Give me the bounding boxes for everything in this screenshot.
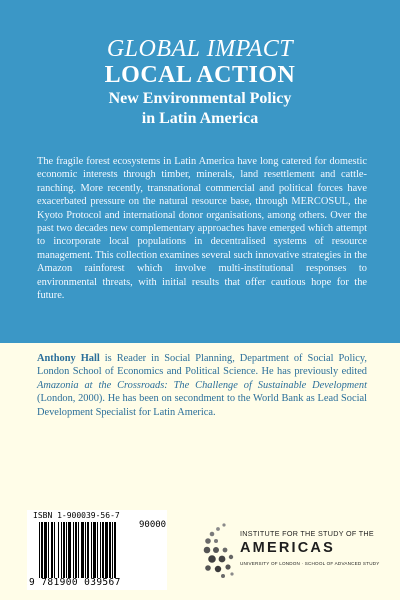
price-code: 90000 <box>139 520 167 530</box>
subtitle-line-1: New Environmental Policy <box>108 90 292 107</box>
description-paragraph: The fragile forest ecosystems in Latin America have long catered for domestic economic interests through timber, minerals, land resettlement and cattle-ranching. More recently, transnational commercial and political forces have exacerbated pressure on the natural resource base, through MERCOSUL, the Kyoto Protocol and international donor organisations, among others. Over the past two decades new complementary approaches have emerged which attempt to incorporate local populations in decentralised systems of resource management. This collection examines several such innovative strategies in the Amazon rainforest which involve multi-institutional responses to environmental threats, with initial results that offer cautious hope for the future. <box>37 156 367 302</box>
barcode-bars <box>39 522 135 578</box>
publisher-line-1: INSTITUTE FOR THE STUDY OF THE <box>240 529 374 538</box>
isbn-label: ISBN 1-900039-56-7 <box>33 511 120 520</box>
book-title: Amazonia at the Crossroads: The Challenge of Sustainable Development <box>37 379 367 391</box>
bio-text-1: is Reader in Social Planning, Department of Social Policy, London School of Economics and Political Science. He has previously edited <box>37 353 367 378</box>
title-block <box>0 36 400 129</box>
dot-cluster-icon <box>198 517 238 581</box>
author-bio <box>37 352 367 419</box>
author-name: Anthony Hall <box>37 353 100 364</box>
title-line-1: GLOBAL IMPACT <box>106 36 294 62</box>
subtitle-line-2: in Latin America <box>141 110 259 127</box>
title-line-2: LOCAL ACTION <box>104 62 296 88</box>
barcode-block <box>27 510 167 590</box>
publisher-line-3: UNIVERSITY OF LONDON · SCHOOL OF ADVANCED STUDY <box>240 561 380 566</box>
publisher-logo <box>198 517 388 585</box>
publisher-name: AMERICAS <box>240 540 335 556</box>
barcode-number: 9 781900 039567 <box>29 577 121 588</box>
bio-text-2: (London, 2000). He has been on secondment to the World Bank as Lead Social Development Specialist for Latin America. <box>37 393 367 418</box>
